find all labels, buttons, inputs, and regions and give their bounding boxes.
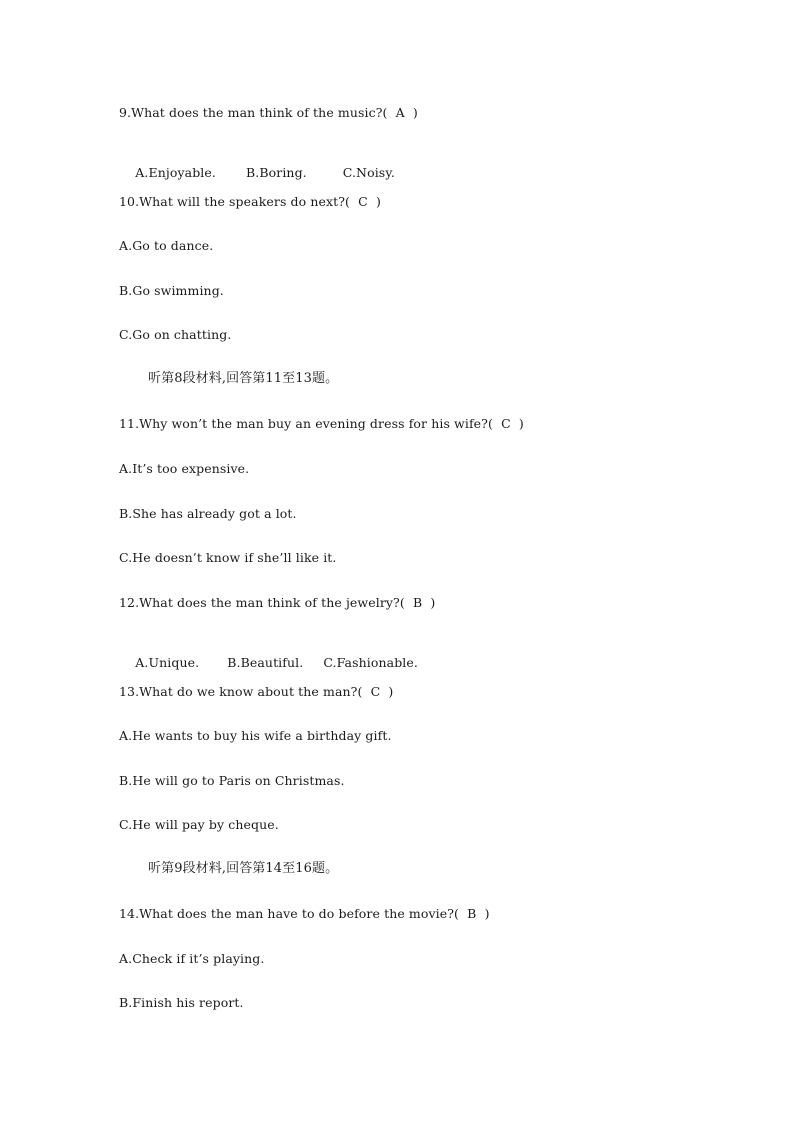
- question-12-options: [119, 639, 418, 687]
- question-11-option-c: C.He doesn’t know if she’ll like it.: [119, 550, 337, 565]
- question-11: 11.Why won’t the man buy an evening dress for his wife?( C ): [119, 416, 524, 431]
- question-13-option-b: B.He will go to Paris on Christmas.: [119, 773, 345, 788]
- question-13: 13.What do we know about the man?( C ): [119, 684, 394, 699]
- question-10-option-a: A.Go to dance.: [119, 238, 214, 253]
- question-13-option-a: A.He wants to buy his wife a birthday gift.: [119, 728, 392, 743]
- question-12: 12.What does the man think of the jewelry?( B ): [119, 595, 436, 610]
- option-b: B.Boring.: [245, 165, 307, 180]
- question-14: 14.What does the man have to do before the movie?( B ): [119, 906, 490, 921]
- question-13-option-c: C.He will pay by cheque.: [119, 817, 279, 832]
- option-a: A.Unique.: [135, 655, 200, 670]
- question-11-option-a: A.It’s too expensive.: [119, 461, 250, 476]
- option-c: C.Fashionable.: [323, 655, 418, 670]
- question-10: 10.What will the speakers do next?( C ): [119, 194, 381, 209]
- section-heading-8: 听第8段材料,回答第11至13题。: [148, 371, 339, 386]
- option-a: A.Enjoyable.: [135, 165, 216, 180]
- question-11-option-b: B.She has already got a lot.: [119, 506, 297, 521]
- question-10-option-c: C.Go on chatting.: [119, 327, 232, 342]
- question-14-option-a: A.Check if it’s playing.: [119, 951, 265, 966]
- option-b: B.Beautiful.: [227, 655, 304, 670]
- question-14-option-b: B.Finish his report.: [119, 995, 244, 1010]
- question-10-option-b: B.Go swimming.: [119, 283, 224, 298]
- question-9: 9.What does the man think of the music?( A ): [119, 105, 418, 120]
- option-c: C.Noisy.: [342, 165, 395, 180]
- question-9-options: [119, 149, 395, 197]
- section-heading-9: 听第9段材料,回答第14至16题。: [148, 861, 339, 876]
